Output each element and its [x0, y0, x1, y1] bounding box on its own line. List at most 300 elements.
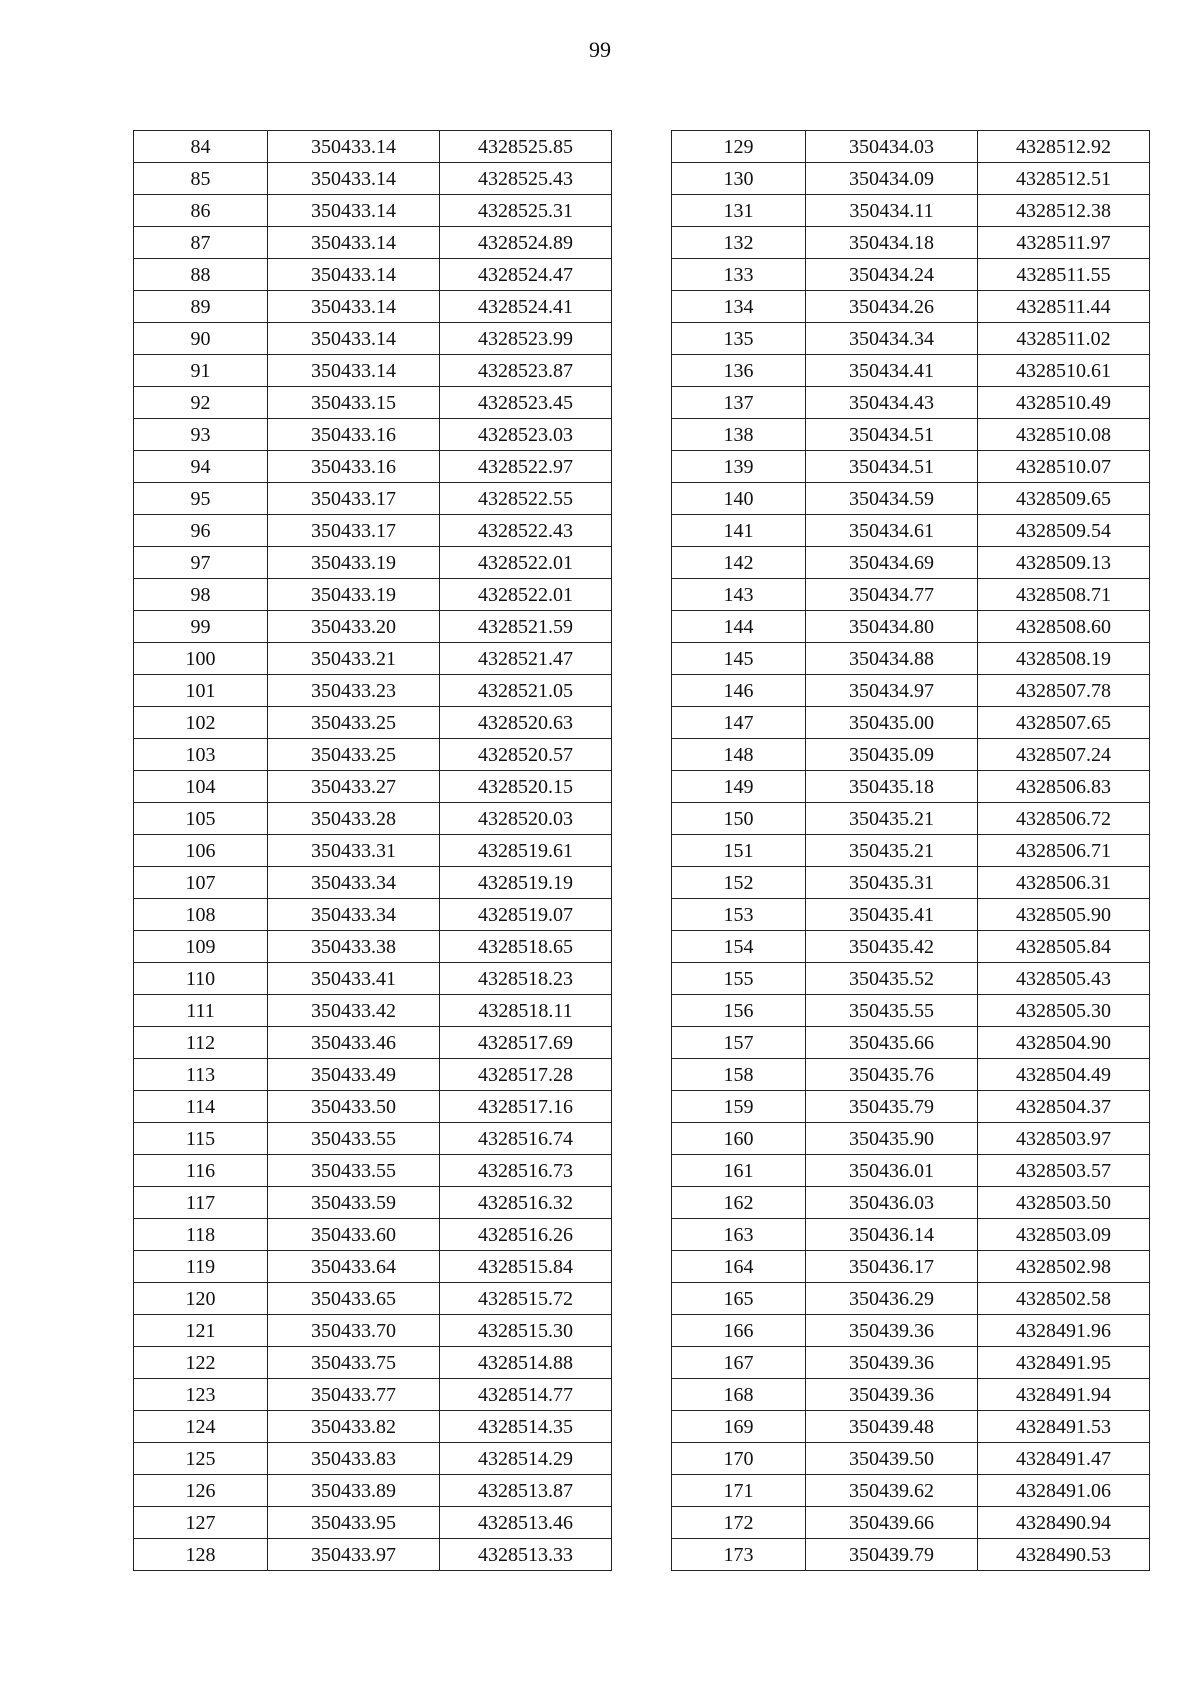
- x-coordinate-cell: 350434.69: [806, 547, 978, 579]
- x-coordinate-cell: 350433.21: [268, 643, 440, 675]
- table-row: [672, 195, 1150, 227]
- y-coordinate-cell: 4328504.49: [978, 1059, 1150, 1091]
- y-coordinate-cell: 4328520.15: [440, 771, 612, 803]
- point-number-cell: 164: [672, 1251, 806, 1283]
- y-coordinate-cell: 4328510.61: [978, 355, 1150, 387]
- point-number-cell: 102: [134, 707, 268, 739]
- point-number-cell: 142: [672, 547, 806, 579]
- y-coordinate-cell: 4328522.01: [440, 579, 612, 611]
- y-coordinate-cell: 4328517.69: [440, 1027, 612, 1059]
- y-coordinate-cell: 4328502.98: [978, 1251, 1150, 1283]
- y-coordinate-cell: 4328513.33: [440, 1539, 612, 1571]
- table-row: [672, 1539, 1150, 1571]
- table-row: [134, 1219, 612, 1251]
- table-row: [672, 483, 1150, 515]
- y-coordinate-cell: 4328505.90: [978, 899, 1150, 931]
- page-number: 99: [589, 37, 611, 62]
- x-coordinate-cell: 350433.65: [268, 1283, 440, 1315]
- y-coordinate-cell: 4328503.50: [978, 1187, 1150, 1219]
- y-coordinate-cell: 4328491.95: [978, 1347, 1150, 1379]
- y-coordinate-cell: 4328520.57: [440, 739, 612, 771]
- point-number-cell: 154: [672, 931, 806, 963]
- point-number-cell: 172: [672, 1507, 806, 1539]
- table-row: [672, 1379, 1150, 1411]
- y-coordinate-cell: 4328514.29: [440, 1443, 612, 1475]
- table-row: [134, 1443, 612, 1475]
- table-row: [134, 1283, 612, 1315]
- x-coordinate-cell: 350439.66: [806, 1507, 978, 1539]
- x-coordinate-cell: 350433.75: [268, 1347, 440, 1379]
- x-coordinate-cell: 350434.59: [806, 483, 978, 515]
- point-number-cell: 114: [134, 1091, 268, 1123]
- point-number-cell: 109: [134, 931, 268, 963]
- point-number-cell: 89: [134, 291, 268, 323]
- x-coordinate-cell: 350436.01: [806, 1155, 978, 1187]
- coordinates-table-right-body: [672, 131, 1150, 1571]
- x-coordinate-cell: 350439.48: [806, 1411, 978, 1443]
- point-number-cell: 92: [134, 387, 268, 419]
- table-row: [134, 1475, 612, 1507]
- point-number-cell: 126: [134, 1475, 268, 1507]
- point-number-cell: 110: [134, 963, 268, 995]
- x-coordinate-cell: 350435.00: [806, 707, 978, 739]
- y-coordinate-cell: 4328510.08: [978, 419, 1150, 451]
- point-number-cell: 136: [672, 355, 806, 387]
- x-coordinate-cell: 350433.14: [268, 131, 440, 163]
- coordinates-table-left: [133, 130, 612, 1571]
- point-number-cell: 168: [672, 1379, 806, 1411]
- table-row: [672, 1475, 1150, 1507]
- table-row: [134, 323, 612, 355]
- table-row: [672, 739, 1150, 771]
- y-coordinate-cell: 4328511.55: [978, 259, 1150, 291]
- x-coordinate-cell: 350436.03: [806, 1187, 978, 1219]
- table-row: [672, 1347, 1150, 1379]
- point-number-cell: 119: [134, 1251, 268, 1283]
- point-number-cell: 118: [134, 1219, 268, 1251]
- y-coordinate-cell: 4328491.47: [978, 1443, 1150, 1475]
- x-coordinate-cell: 350434.51: [806, 419, 978, 451]
- y-coordinate-cell: 4328503.57: [978, 1155, 1150, 1187]
- y-coordinate-cell: 4328505.43: [978, 963, 1150, 995]
- x-coordinate-cell: 350435.90: [806, 1123, 978, 1155]
- table-row: [672, 419, 1150, 451]
- x-coordinate-cell: 350433.17: [268, 483, 440, 515]
- x-coordinate-cell: 350435.21: [806, 835, 978, 867]
- y-coordinate-cell: 4328514.88: [440, 1347, 612, 1379]
- table-row: [134, 675, 612, 707]
- point-number-cell: 165: [672, 1283, 806, 1315]
- x-coordinate-cell: 350433.27: [268, 771, 440, 803]
- x-coordinate-cell: 350436.14: [806, 1219, 978, 1251]
- point-number-cell: 145: [672, 643, 806, 675]
- y-coordinate-cell: 4328509.54: [978, 515, 1150, 547]
- x-coordinate-cell: 350433.31: [268, 835, 440, 867]
- table-row: [672, 355, 1150, 387]
- table-row: [134, 515, 612, 547]
- table-row: [134, 291, 612, 323]
- point-number-cell: 157: [672, 1027, 806, 1059]
- table-row: [672, 1059, 1150, 1091]
- x-coordinate-cell: 350433.77: [268, 1379, 440, 1411]
- point-number-cell: 150: [672, 803, 806, 835]
- point-number-cell: 123: [134, 1379, 268, 1411]
- y-coordinate-cell: 4328509.13: [978, 547, 1150, 579]
- x-coordinate-cell: 350433.19: [268, 547, 440, 579]
- table-row: [134, 899, 612, 931]
- table-row: [134, 1347, 612, 1379]
- table-row: [134, 1251, 612, 1283]
- y-coordinate-cell: 4328503.09: [978, 1219, 1150, 1251]
- y-coordinate-cell: 4328491.06: [978, 1475, 1150, 1507]
- y-coordinate-cell: 4328512.51: [978, 163, 1150, 195]
- coordinates-table-left-body: [134, 131, 612, 1571]
- y-coordinate-cell: 4328509.65: [978, 483, 1150, 515]
- y-coordinate-cell: 4328522.43: [440, 515, 612, 547]
- point-number-cell: 160: [672, 1123, 806, 1155]
- table-row: [672, 227, 1150, 259]
- table-row: [672, 707, 1150, 739]
- y-coordinate-cell: 4328512.92: [978, 131, 1150, 163]
- coordinates-table-right: [671, 130, 1150, 1571]
- table-row: [134, 387, 612, 419]
- y-coordinate-cell: 4328516.74: [440, 1123, 612, 1155]
- point-number-cell: 98: [134, 579, 268, 611]
- x-coordinate-cell: 350434.80: [806, 611, 978, 643]
- y-coordinate-cell: 4328505.84: [978, 931, 1150, 963]
- x-coordinate-cell: 350433.15: [268, 387, 440, 419]
- table-row: [672, 899, 1150, 931]
- point-number-cell: 125: [134, 1443, 268, 1475]
- table-row: [672, 1187, 1150, 1219]
- point-number-cell: 173: [672, 1539, 806, 1571]
- table-row: [134, 419, 612, 451]
- point-number-cell: 129: [672, 131, 806, 163]
- point-number-cell: 86: [134, 195, 268, 227]
- table-row: [134, 483, 612, 515]
- point-number-cell: 152: [672, 867, 806, 899]
- point-number-cell: 138: [672, 419, 806, 451]
- table-row: [134, 995, 612, 1027]
- x-coordinate-cell: 350435.18: [806, 771, 978, 803]
- point-number-cell: 162: [672, 1187, 806, 1219]
- x-coordinate-cell: 350434.88: [806, 643, 978, 675]
- x-coordinate-cell: 350433.14: [268, 291, 440, 323]
- point-number-cell: 143: [672, 579, 806, 611]
- y-coordinate-cell: 4328516.32: [440, 1187, 612, 1219]
- table-row: [134, 1091, 612, 1123]
- x-coordinate-cell: 350434.77: [806, 579, 978, 611]
- table-row: [672, 1155, 1150, 1187]
- y-coordinate-cell: 4328515.72: [440, 1283, 612, 1315]
- x-coordinate-cell: 350439.50: [806, 1443, 978, 1475]
- table-row: [672, 451, 1150, 483]
- y-coordinate-cell: 4328504.37: [978, 1091, 1150, 1123]
- point-number-cell: 107: [134, 867, 268, 899]
- point-number-cell: 131: [672, 195, 806, 227]
- x-coordinate-cell: 350434.09: [806, 163, 978, 195]
- table-row: [134, 835, 612, 867]
- x-coordinate-cell: 350433.70: [268, 1315, 440, 1347]
- x-coordinate-cell: 350433.89: [268, 1475, 440, 1507]
- x-coordinate-cell: 350433.46: [268, 1027, 440, 1059]
- x-coordinate-cell: 350435.76: [806, 1059, 978, 1091]
- y-coordinate-cell: 4328521.05: [440, 675, 612, 707]
- point-number-cell: 120: [134, 1283, 268, 1315]
- table-row: [134, 1187, 612, 1219]
- table-row: [672, 131, 1150, 163]
- table-row: [672, 579, 1150, 611]
- point-number-cell: 115: [134, 1123, 268, 1155]
- table-row: [134, 1411, 612, 1443]
- point-number-cell: 90: [134, 323, 268, 355]
- table-row: [134, 131, 612, 163]
- point-number-cell: 84: [134, 131, 268, 163]
- x-coordinate-cell: 350434.61: [806, 515, 978, 547]
- x-coordinate-cell: 350433.34: [268, 867, 440, 899]
- table-row: [134, 867, 612, 899]
- y-coordinate-cell: 4328516.26: [440, 1219, 612, 1251]
- table-row: [134, 739, 612, 771]
- point-number-cell: 105: [134, 803, 268, 835]
- point-number-cell: 93: [134, 419, 268, 451]
- table-row: [134, 611, 612, 643]
- table-row: [134, 1379, 612, 1411]
- point-number-cell: 101: [134, 675, 268, 707]
- y-coordinate-cell: 4328510.49: [978, 387, 1150, 419]
- point-number-cell: 132: [672, 227, 806, 259]
- table-row: [672, 835, 1150, 867]
- table-row: [672, 643, 1150, 675]
- y-coordinate-cell: 4328522.01: [440, 547, 612, 579]
- y-coordinate-cell: 4328491.96: [978, 1315, 1150, 1347]
- y-coordinate-cell: 4328508.71: [978, 579, 1150, 611]
- point-number-cell: 88: [134, 259, 268, 291]
- table-row: [672, 1443, 1150, 1475]
- y-coordinate-cell: 4328502.58: [978, 1283, 1150, 1315]
- point-number-cell: 169: [672, 1411, 806, 1443]
- y-coordinate-cell: 4328512.38: [978, 195, 1150, 227]
- table-row: [672, 1027, 1150, 1059]
- y-coordinate-cell: 4328515.30: [440, 1315, 612, 1347]
- x-coordinate-cell: 350434.18: [806, 227, 978, 259]
- table-row: [672, 963, 1150, 995]
- table-row: [672, 163, 1150, 195]
- y-coordinate-cell: 4328511.44: [978, 291, 1150, 323]
- x-coordinate-cell: 350433.20: [268, 611, 440, 643]
- x-coordinate-cell: 350433.14: [268, 323, 440, 355]
- table-row: [134, 931, 612, 963]
- y-coordinate-cell: 4328507.65: [978, 707, 1150, 739]
- table-row: [134, 451, 612, 483]
- y-coordinate-cell: 4328513.46: [440, 1507, 612, 1539]
- point-number-cell: 149: [672, 771, 806, 803]
- x-coordinate-cell: 350433.55: [268, 1155, 440, 1187]
- table-row: [134, 355, 612, 387]
- x-coordinate-cell: 350433.41: [268, 963, 440, 995]
- table-row: [672, 259, 1150, 291]
- x-coordinate-cell: 350433.97: [268, 1539, 440, 1571]
- x-coordinate-cell: 350439.62: [806, 1475, 978, 1507]
- table-row: [672, 803, 1150, 835]
- point-number-cell: 99: [134, 611, 268, 643]
- point-number-cell: 139: [672, 451, 806, 483]
- y-coordinate-cell: 4328524.41: [440, 291, 612, 323]
- x-coordinate-cell: 350433.16: [268, 419, 440, 451]
- table-row: [134, 707, 612, 739]
- table-row: [672, 1315, 1150, 1347]
- x-coordinate-cell: 350433.42: [268, 995, 440, 1027]
- y-coordinate-cell: 4328525.43: [440, 163, 612, 195]
- y-coordinate-cell: 4328524.89: [440, 227, 612, 259]
- x-coordinate-cell: 350434.43: [806, 387, 978, 419]
- x-coordinate-cell: 350433.95: [268, 1507, 440, 1539]
- y-coordinate-cell: 4328525.31: [440, 195, 612, 227]
- table-row: [672, 387, 1150, 419]
- x-coordinate-cell: 350433.16: [268, 451, 440, 483]
- table-row: [672, 931, 1150, 963]
- table-row: [134, 1059, 612, 1091]
- x-coordinate-cell: 350433.23: [268, 675, 440, 707]
- point-number-cell: 113: [134, 1059, 268, 1091]
- x-coordinate-cell: 350435.79: [806, 1091, 978, 1123]
- point-number-cell: 122: [134, 1347, 268, 1379]
- table-row: [134, 163, 612, 195]
- point-number-cell: 163: [672, 1219, 806, 1251]
- table-row: [672, 1411, 1150, 1443]
- x-coordinate-cell: 350433.34: [268, 899, 440, 931]
- x-coordinate-cell: 350433.14: [268, 195, 440, 227]
- table-row: [134, 1155, 612, 1187]
- table-row: [134, 803, 612, 835]
- table-row: [134, 1315, 612, 1347]
- point-number-cell: 148: [672, 739, 806, 771]
- x-coordinate-cell: 350434.97: [806, 675, 978, 707]
- table-row: [672, 611, 1150, 643]
- table-row: [134, 1539, 612, 1571]
- point-number-cell: 159: [672, 1091, 806, 1123]
- y-coordinate-cell: 4328520.03: [440, 803, 612, 835]
- table-row: [672, 1251, 1150, 1283]
- y-coordinate-cell: 4328514.77: [440, 1379, 612, 1411]
- table-row: [134, 227, 612, 259]
- y-coordinate-cell: 4328508.60: [978, 611, 1150, 643]
- point-number-cell: 85: [134, 163, 268, 195]
- table-row: [672, 1123, 1150, 1155]
- x-coordinate-cell: 350433.14: [268, 259, 440, 291]
- y-coordinate-cell: 4328511.02: [978, 323, 1150, 355]
- point-number-cell: 161: [672, 1155, 806, 1187]
- y-coordinate-cell: 4328523.87: [440, 355, 612, 387]
- x-coordinate-cell: 350433.50: [268, 1091, 440, 1123]
- point-number-cell: 133: [672, 259, 806, 291]
- table-row: [672, 1219, 1150, 1251]
- point-number-cell: 144: [672, 611, 806, 643]
- table-row: [672, 1283, 1150, 1315]
- table-row: [134, 771, 612, 803]
- x-coordinate-cell: 350433.14: [268, 163, 440, 195]
- x-coordinate-cell: 350435.21: [806, 803, 978, 835]
- x-coordinate-cell: 350435.66: [806, 1027, 978, 1059]
- table-row: [672, 291, 1150, 323]
- table-row: [672, 323, 1150, 355]
- x-coordinate-cell: 350433.17: [268, 515, 440, 547]
- point-number-cell: 130: [672, 163, 806, 195]
- x-coordinate-cell: 350435.42: [806, 931, 978, 963]
- table-row: [134, 643, 612, 675]
- y-coordinate-cell: 4328524.47: [440, 259, 612, 291]
- x-coordinate-cell: 350433.64: [268, 1251, 440, 1283]
- y-coordinate-cell: 4328508.19: [978, 643, 1150, 675]
- point-number-cell: 140: [672, 483, 806, 515]
- x-coordinate-cell: 350434.24: [806, 259, 978, 291]
- point-number-cell: 97: [134, 547, 268, 579]
- table-row: [134, 259, 612, 291]
- point-number-cell: 128: [134, 1539, 268, 1571]
- x-coordinate-cell: 350433.55: [268, 1123, 440, 1155]
- y-coordinate-cell: 4328514.35: [440, 1411, 612, 1443]
- x-coordinate-cell: 350434.03: [806, 131, 978, 163]
- y-coordinate-cell: 4328505.30: [978, 995, 1150, 1027]
- x-coordinate-cell: 350433.49: [268, 1059, 440, 1091]
- point-number-cell: 100: [134, 643, 268, 675]
- point-number-cell: 87: [134, 227, 268, 259]
- point-number-cell: 116: [134, 1155, 268, 1187]
- y-coordinate-cell: 4328518.23: [440, 963, 612, 995]
- point-number-cell: 117: [134, 1187, 268, 1219]
- point-number-cell: 171: [672, 1475, 806, 1507]
- x-coordinate-cell: 350433.83: [268, 1443, 440, 1475]
- point-number-cell: 94: [134, 451, 268, 483]
- point-number-cell: 166: [672, 1315, 806, 1347]
- point-number-cell: 151: [672, 835, 806, 867]
- point-number-cell: 141: [672, 515, 806, 547]
- point-number-cell: 156: [672, 995, 806, 1027]
- x-coordinate-cell: 350433.28: [268, 803, 440, 835]
- y-coordinate-cell: 4328519.07: [440, 899, 612, 931]
- point-number-cell: 135: [672, 323, 806, 355]
- y-coordinate-cell: 4328491.53: [978, 1411, 1150, 1443]
- point-number-cell: 170: [672, 1443, 806, 1475]
- point-number-cell: 127: [134, 1507, 268, 1539]
- point-number-cell: 155: [672, 963, 806, 995]
- y-coordinate-cell: 4328506.83: [978, 771, 1150, 803]
- point-number-cell: 112: [134, 1027, 268, 1059]
- point-number-cell: 95: [134, 483, 268, 515]
- y-coordinate-cell: 4328523.45: [440, 387, 612, 419]
- table-row: [134, 963, 612, 995]
- y-coordinate-cell: 4328519.61: [440, 835, 612, 867]
- table-row: [134, 1027, 612, 1059]
- x-coordinate-cell: 350434.26: [806, 291, 978, 323]
- x-coordinate-cell: 350433.14: [268, 227, 440, 259]
- y-coordinate-cell: 4328507.24: [978, 739, 1150, 771]
- x-coordinate-cell: 350435.52: [806, 963, 978, 995]
- x-coordinate-cell: 350434.34: [806, 323, 978, 355]
- x-coordinate-cell: 350433.25: [268, 707, 440, 739]
- table-row: [672, 675, 1150, 707]
- x-coordinate-cell: 350435.41: [806, 899, 978, 931]
- point-number-cell: 167: [672, 1347, 806, 1379]
- point-number-cell: 124: [134, 1411, 268, 1443]
- table-row: [672, 547, 1150, 579]
- point-number-cell: 106: [134, 835, 268, 867]
- y-coordinate-cell: 4328518.11: [440, 995, 612, 1027]
- x-coordinate-cell: 350439.79: [806, 1539, 978, 1571]
- y-coordinate-cell: 4328519.19: [440, 867, 612, 899]
- y-coordinate-cell: 4328523.03: [440, 419, 612, 451]
- y-coordinate-cell: 4328522.55: [440, 483, 612, 515]
